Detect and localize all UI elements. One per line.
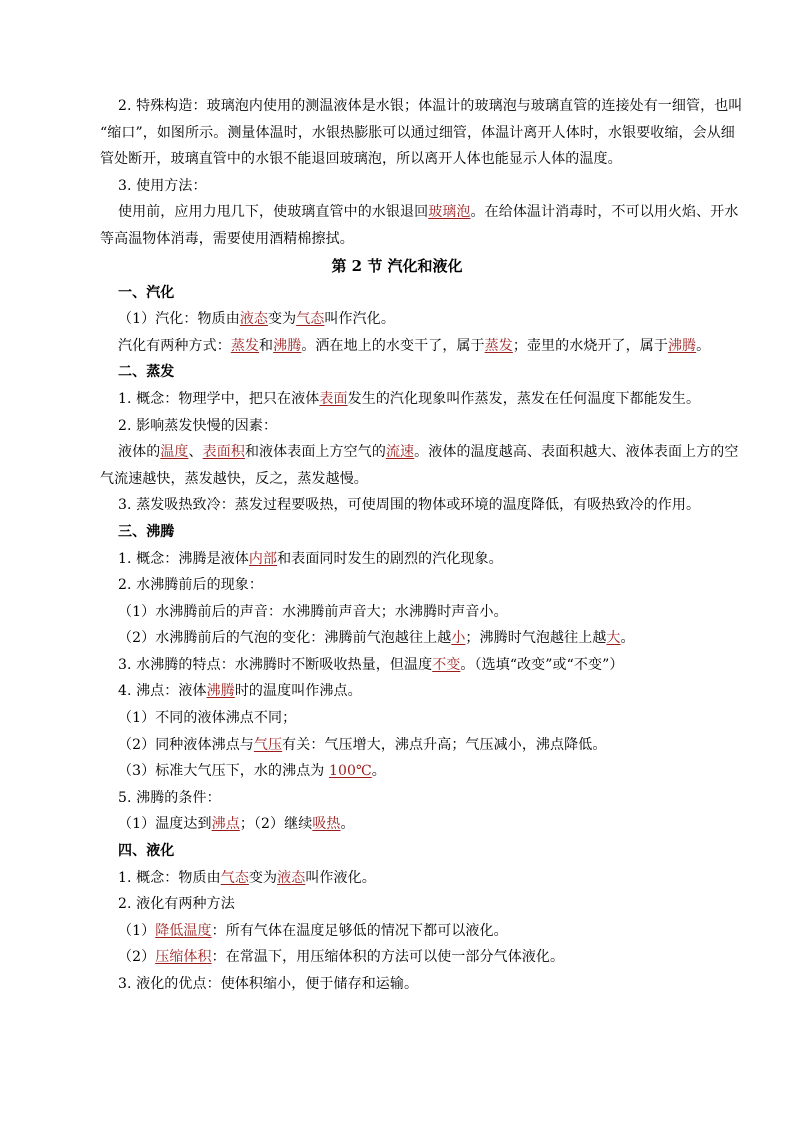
- text-run: ；壶里的水烧开了，属于: [512, 337, 668, 354]
- answer-underline: 蒸发: [484, 337, 513, 354]
- text-line: [100, 891, 694, 918]
- text-run: 3. 水沸腾的特点：水沸腾时不断吸收热量，但温度: [118, 656, 433, 673]
- text-line: [100, 306, 694, 333]
- text-line: [100, 705, 694, 732]
- answer-underline: 降低温度: [155, 922, 212, 939]
- section-heading: [100, 838, 694, 865]
- text-run: 和表面同时发生的剧烈的汽化现象。: [277, 550, 503, 567]
- text-line: [100, 386, 701, 413]
- text-run: 2. 特殊构造：玻璃泡内使用的测温液体是水银；体温计的玻璃泡与玻璃直管的连接处有一细管，也叫: [118, 98, 743, 114]
- text-run: 。（选填“改变”或“不变”）: [460, 656, 624, 673]
- text-run: （1）不同的液体沸点不同；: [118, 710, 297, 727]
- text-run: 、: [188, 444, 203, 461]
- text-line: [100, 333, 711, 360]
- answer-underline: 表面积: [202, 444, 245, 461]
- text-line: [100, 758, 694, 785]
- text-line: [100, 865, 694, 892]
- text-run: 5. 沸腾的条件：: [118, 789, 221, 806]
- text-run: 。: [371, 763, 386, 780]
- text-run: ；沸腾时气泡越往上越: [465, 630, 607, 647]
- text-run: （2）: [118, 949, 156, 966]
- text-run: 使用前，应用力甩几下，使玻璃直管中的水银退回: [118, 204, 429, 221]
- answer-underline: 液态: [239, 311, 269, 328]
- text-run: 。液体的温度越高、表面积越大、液体表面上方的空: [414, 444, 739, 461]
- text-run: 管处断开，玻璃直管中的水银不能退回玻璃泡，所以离开人体也能显示人体的温度。: [100, 151, 622, 168]
- text-line: [100, 785, 694, 812]
- text-line: [100, 599, 694, 626]
- text-run: 有关：气压增大，沸点升高；气压减小，沸点降低。: [282, 736, 607, 753]
- text-run: 变为: [248, 869, 278, 886]
- section-heading: [100, 359, 694, 386]
- text-run: 一、汽化: [118, 284, 175, 301]
- text-run: 。: [340, 816, 355, 833]
- text-line: [100, 971, 694, 998]
- text-line: [100, 120, 735, 147]
- answer-underline: 沸腾: [667, 337, 697, 354]
- text-run: （2）同种液体沸点与: [118, 736, 254, 753]
- text-line: [100, 199, 739, 226]
- answer-underline: 沸腾: [206, 683, 235, 700]
- text-run: 和: [259, 337, 274, 354]
- text-line: [100, 944, 694, 971]
- text-run: 3. 液化的优点：使体积缩小，便于储存和运输。: [118, 976, 419, 992]
- text-run: 。: [620, 630, 635, 647]
- section-heading: [100, 280, 694, 307]
- text-run: 。在给体温计消毒时，不可以用火焰、开水: [470, 204, 739, 221]
- text-run: 1. 概念：沸腾是液体: [118, 550, 249, 567]
- answer-underline: 不变: [432, 656, 461, 673]
- text-run: 汽化有两种方式：: [118, 337, 231, 354]
- text-run: 叫作液化。: [305, 869, 376, 886]
- text-line: [100, 93, 743, 120]
- text-line: [100, 173, 694, 200]
- text-run: 。洒在地上的水变干了，属于: [301, 337, 485, 354]
- answer-underline: 大: [606, 630, 621, 647]
- text-run: 3. 使用方法：: [118, 177, 207, 194]
- answer-underline: 气态: [296, 311, 325, 328]
- text-run: （1）: [118, 922, 156, 939]
- answer-underline: 压缩体积: [155, 949, 212, 966]
- text-run: 2. 水沸腾前后的现象：: [118, 577, 264, 594]
- text-run: 四、液化: [118, 843, 175, 860]
- section-heading: [100, 519, 694, 546]
- text-line: [100, 811, 694, 838]
- text-run: 4. 沸点：液体: [118, 683, 207, 700]
- answer-underline: 液态: [277, 869, 306, 886]
- text-run: 三、沸腾: [118, 523, 175, 540]
- answer-underline: 温度: [160, 444, 189, 461]
- answer-underline: 玻璃泡: [428, 204, 471, 221]
- text-run: 变为: [268, 311, 297, 328]
- answer-underline: 表面: [319, 390, 348, 407]
- text-run: ：所有气体在温度足够低的情况下都可以液化。: [211, 922, 508, 939]
- answer-underline: 气态: [220, 869, 249, 886]
- text-run: 1. 概念：物质由: [118, 869, 221, 886]
- text-run: 发生的汽化现象叫作蒸发，蒸发在任何温度下都能发生。: [347, 390, 701, 407]
- text-run: 3. 蒸发吸热致冷：蒸发过程要吸热，可使周围的物体或环境的温度降低，有吸热致冷的作用。: [118, 497, 701, 514]
- text-run: ：在常温下，用压缩体积的方法可以使一部分气体液化。: [211, 949, 565, 966]
- section-title: [100, 253, 694, 280]
- text-run: （1）温度达到: [118, 816, 212, 833]
- text-line: [100, 413, 694, 440]
- text-run: 2. 影响蒸发快慢的因素：: [118, 417, 278, 434]
- answer-underline: 沸点: [211, 816, 240, 833]
- text-line: [100, 625, 694, 652]
- text-run: 二、蒸发: [118, 364, 175, 381]
- text-run: 气流速越快，蒸发越快，反之，蒸发越慢。: [100, 470, 368, 487]
- text-line: [100, 652, 694, 679]
- text-run: ；（2）继续: [239, 816, 313, 833]
- answer-underline: 沸腾: [273, 337, 302, 354]
- text-run: （1）水沸腾前后的声音：水沸腾前声音大；水沸腾时声音小。: [118, 603, 508, 620]
- text-run: （2）水沸腾前后的气泡的变化：沸腾前气泡越往上越: [118, 630, 452, 647]
- answer-underline: 小: [451, 630, 466, 647]
- text-run: 2. 液化有两种方法: [118, 896, 235, 913]
- answer-underline: 蒸发: [230, 337, 260, 354]
- text-line: [100, 732, 694, 759]
- text-run: 1. 概念：物理学中，把只在液体: [118, 390, 320, 407]
- text-line: [100, 146, 694, 173]
- answer-underline: 100℃: [328, 763, 372, 780]
- text-line: [100, 918, 694, 945]
- text-run: 和液体表面上方空气的: [244, 444, 386, 461]
- text-line: [100, 546, 694, 573]
- text-line: [100, 572, 694, 599]
- answer-underline: 气压: [253, 736, 283, 753]
- text-line: [100, 439, 739, 466]
- text-line: [100, 226, 694, 253]
- text-line: [100, 678, 694, 705]
- text-run: “缩口”，如图所示。测量体温时，水银热膨胀可以通过细管，体温计离开人体时，水银要收缩，会从细: [100, 124, 735, 141]
- text-line: [100, 466, 694, 493]
- text-run: （3）标准大气压下，水的沸点为: [118, 763, 329, 780]
- text-run: 。: [696, 337, 711, 354]
- answer-underline: 吸热: [312, 816, 341, 833]
- text-line: [100, 492, 701, 519]
- answer-underline: 内部: [248, 550, 278, 567]
- text-run: （1）汽化：物质由: [118, 311, 240, 328]
- text-run: 等高温物体消毒，需要使用酒精棉擦拭。: [100, 230, 354, 247]
- text-run: 叫作汽化。: [324, 311, 395, 328]
- text-run: 液体的: [118, 444, 161, 461]
- text-run: 第 2 节 汽化和液化: [331, 256, 463, 275]
- text-run: 时的温度叫作沸点。: [234, 683, 362, 700]
- answer-underline: 流速: [385, 444, 415, 461]
